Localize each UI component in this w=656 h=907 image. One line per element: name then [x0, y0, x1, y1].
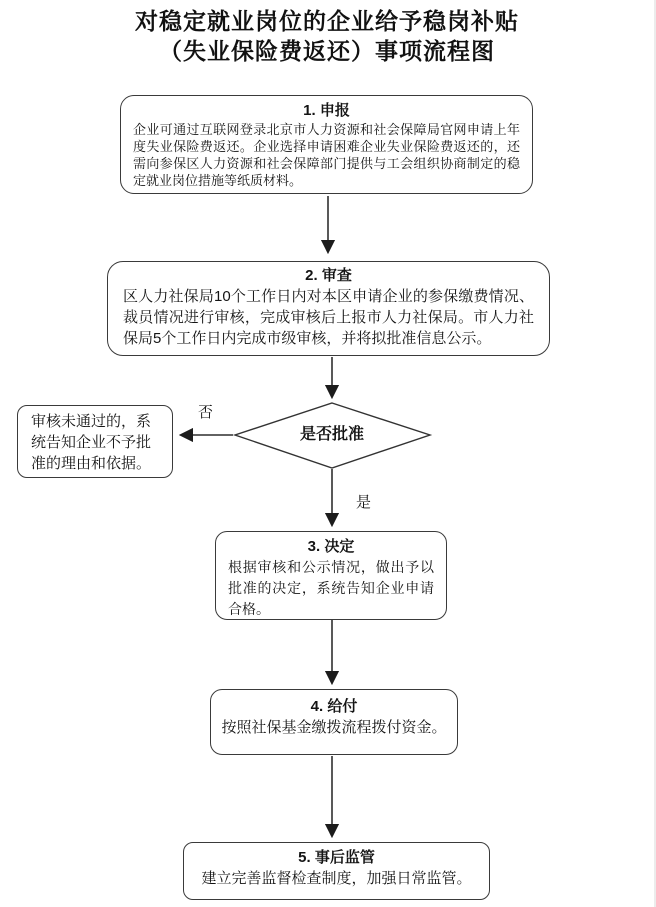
step-4-box — [210, 689, 458, 755]
step-2-body: 区人力社保局10个工作日内对本区申请企业的参保缴费情况、裁员情况进行审核，完成审核后上报市人力社保局。市人力社保局5个工作日内完成市级审核，并将拟批准信息公示。 — [123, 288, 534, 347]
step-1-body: 企业可通过互联网登录北京市人力资源和社会保障局官网申请上年度失业保险费返还。企业选择申请困难企业失业保险费返还的，还需向参保区人力资源和社会保障部门提供与工会组织协商制定的稳定就业岗位措施等纸质材料。 — [133, 122, 520, 188]
step-4-body: 按照社保基金缴拨流程拨付资金。 — [221, 719, 447, 736]
reject-note-text: 审核未通过的，系统告知企业不予批准的理由和依据。 — [31, 413, 152, 472]
step-5-body: 建立完善监督检查制度，加强日常监管。 — [201, 870, 472, 887]
step-1-heading: 1. 申报 — [303, 102, 350, 119]
step-3-box — [215, 531, 447, 620]
step-3-heading: 3. 决定 — [307, 538, 355, 555]
step-1-box — [120, 95, 533, 194]
step-5-box — [183, 842, 490, 900]
step-4-heading: 4. 给付 — [310, 698, 358, 715]
step-3-body: 根据审核和公示情况，做出予以批准的决定，系统告知企业申请合格。 — [228, 559, 434, 617]
branch-label-no: 否 — [198, 404, 214, 421]
page-title-line2: （失业保险费返还）事项流程图 — [159, 38, 495, 65]
step-2-box — [107, 261, 550, 356]
branch-label-yes: 是 — [356, 494, 372, 511]
decision-label: 是否批准 — [299, 426, 364, 443]
reject-note-box — [17, 405, 173, 478]
step-5-heading: 5. 事后监管 — [298, 849, 375, 866]
page-title-line1: 对稳定就业岗位的企业给予稳岗补贴 — [135, 8, 519, 34]
step-2-heading: 2. 审查 — [305, 267, 352, 284]
